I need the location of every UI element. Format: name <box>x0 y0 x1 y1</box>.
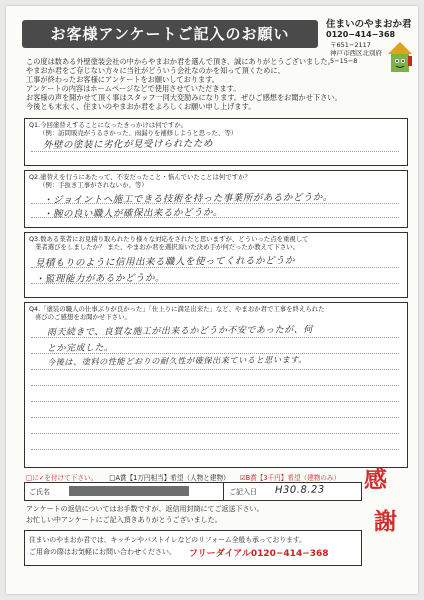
question-2-text: Q2.塗替えを行うにあたって、不安だったこと・悩んでいたことは何ですか？ <box>29 173 251 181</box>
question-2-example: （例：手抜き工事がされないか、等） <box>39 181 148 189</box>
mascot-house-icon <box>386 40 414 76</box>
footer-line-1: 住まいのやまおか君では、キッチンやバストイレなどのリフォーム全般も承っております。 <box>29 536 306 544</box>
date-value: H30.8.23 <box>274 484 325 496</box>
intro-line-5: お客様の声を開かせて頂く事はスタッフ一同大変励みになります。ぜひご感想をお聞かせ下さい。 <box>26 93 342 102</box>
date-label: ご記入日 <box>229 488 257 496</box>
question-4-text-1: Q4.「塗装の職人の仕事ぶりが良かった」「仕上りに満足出来た」など、やまおか君で工事を終えられた <box>29 305 325 313</box>
prize-a-option[interactable]: □A賞【1万円相当】希望（人物と建物） <box>109 474 230 482</box>
intro-line-3: 工事が終わったお客様にアンケートをお願いしております。 <box>26 75 219 84</box>
company-address-1: 神戸市西区北別府 <box>330 49 382 57</box>
intro-line-2: やまおか君をご存じない方々に当社がどういう会社なのかを知って頂くために、 <box>26 66 285 75</box>
row-divider <box>223 483 224 500</box>
company-phone: 0120−414−368 <box>326 30 396 39</box>
answer-rule <box>31 151 399 152</box>
intro-line-6: 今後とも末永く、住まいのやまおか君をよろしくお願い申し上げます。 <box>26 102 256 111</box>
name-redaction <box>69 486 189 496</box>
company-postal: 〒651−2117 <box>330 41 371 49</box>
question-3-text-2: 業者選びをしましたか？ また、やまおか君を選択頂いた決め手が何だったか教えて下さい。 <box>35 243 300 251</box>
answer-3-line-2: ・監理能力があるかどうか。 <box>34 272 166 285</box>
question-3-text-1: Q3.数ある業者にお見積り取られたり様々な対応をされたと思いますが、どういった点を重視して <box>29 235 309 243</box>
answer-rule <box>31 369 399 370</box>
page-title: お客様アンケートご記入のお願い <box>50 25 290 43</box>
thanks-note: お忙しい中アンケートにご記入頂きありがとうございました。 <box>26 516 222 524</box>
answer-2-line-1: ・ジョイントへ施工できる技術を持った事業所があるかどうか。 <box>42 191 333 206</box>
name-label: ご氏名 <box>29 488 50 496</box>
question-1-example: （例：訪問販売がうるさかった、雨漏りを補修しようと思った、等） <box>39 129 238 137</box>
answer-rule <box>31 449 399 450</box>
kansha-char-1: 感 <box>364 466 387 493</box>
answer-1-line-1: 外壁の塗装に劣化が見受けられたため <box>42 138 214 151</box>
question-1-text: Q1.今回塗替えすることになったきっかけは何ですか。 <box>29 121 188 129</box>
question-4-text-2: 喜びのご感想をお聞かせ下さい。 <box>35 313 131 321</box>
footer-box <box>24 530 362 566</box>
answer-4-line-2: とか完成した。 <box>46 343 114 354</box>
freedial-number[interactable]: フリーダイアル0120−414−368 <box>189 549 329 559</box>
check-instruction: □に✓を付けて下さい。 <box>26 474 98 482</box>
prize-b-option[interactable]: ☑B賞【3千円】希望（建物のみ） <box>239 474 341 482</box>
kansha-char-2: 謝 <box>374 508 397 535</box>
question-box-1 <box>24 118 408 166</box>
question-box-3 <box>24 232 408 298</box>
answer-3-line-1: 見積もりのように信用出来る職人を使ってくれるかどうか <box>34 255 296 269</box>
intro-line-1: この度は数ある外壁塗装会社の中からやまおか君を選んで頂き、誠にありがとうございました。 <box>26 57 335 66</box>
company-address-2: 5−15−8 <box>330 57 358 65</box>
answer-rule <box>31 385 399 386</box>
prize-legend <box>26 472 340 482</box>
answer-4-line-1: 雨天続きで、良質な施工が出来るかどうか不安であったが、何 <box>46 325 313 338</box>
company-name: 住まいのやまおか君 <box>326 19 412 30</box>
question-box-4 <box>24 302 408 468</box>
answer-rule <box>31 433 399 434</box>
footer-line-2: ご用命の際はお気軽にお問い合わせください。 <box>29 548 176 556</box>
answer-2-line-2: ・腕の良い職人が確保出来るかどうか。 <box>42 207 224 220</box>
name-date-row <box>24 482 362 501</box>
intro-line-4: アンケートの内容はホームページなどで使用させていただきます。 <box>26 84 241 93</box>
question-box-2 <box>24 170 408 228</box>
answer-4-line-3: 今後は、塗料の性能どおりの耐久性が確保出来ていると思います。 <box>46 354 308 367</box>
answer-rule <box>31 401 399 402</box>
kansha-stamp <box>364 466 397 536</box>
answer-rule <box>31 417 399 418</box>
return-note: アンケートの返信についてはお手数ですが、返信用封筒にてご返送下さい。 <box>26 505 264 513</box>
